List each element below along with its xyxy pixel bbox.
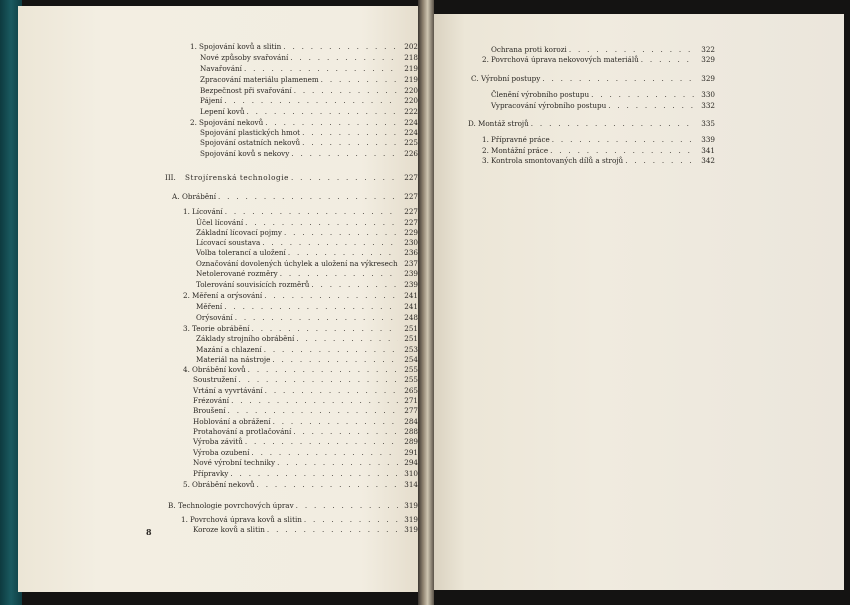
- toc-entry-number: 2.: [190, 118, 197, 127]
- toc-entry: [193, 448, 418, 458]
- toc-entry-page: 241: [404, 291, 418, 300]
- toc-entry-page: 227: [404, 207, 418, 216]
- toc-entry: [193, 437, 418, 447]
- toc-entry-page: 277: [404, 406, 418, 415]
- toc-entry-page: 226: [404, 149, 418, 158]
- toc-entry: [200, 53, 418, 63]
- toc-entry-number: A.: [172, 192, 180, 201]
- toc-leader-dots: [264, 291, 398, 301]
- page-number: 8: [146, 527, 152, 537]
- toc-leader-dots: [302, 128, 398, 138]
- toc-leader-dots: [569, 45, 695, 55]
- toc-entry-title: Materiál na nástroje: [196, 355, 271, 364]
- toc-entry-title: Povrchová úprava nekovových materiálů: [491, 55, 639, 64]
- toc-leader-dots: [246, 107, 398, 117]
- toc-entry-number: 2.: [183, 291, 190, 300]
- toc-entry: [196, 355, 418, 365]
- toc-entry-title: Technologie povrchových úprav: [178, 501, 294, 510]
- toc-entry: [183, 291, 418, 301]
- toc-leader-dots: [248, 365, 398, 375]
- toc-entry: [200, 107, 418, 117]
- toc-entry-page: 251: [404, 334, 418, 343]
- toc-entry: [196, 313, 418, 323]
- toc-entry-page: 237: [404, 259, 418, 268]
- toc-entry-page: 255: [404, 365, 418, 374]
- toc-entry: [193, 375, 418, 385]
- toc-entry-page: 284: [404, 417, 418, 426]
- toc-entry-page: 224: [404, 128, 418, 137]
- toc-entry: [183, 365, 418, 375]
- toc-entry-title: Spojování nekovů: [199, 118, 264, 127]
- toc-leader-dots: [321, 75, 398, 85]
- toc-leader-dots: [218, 192, 398, 202]
- toc-entry: [196, 248, 418, 258]
- toc-leader-dots: [265, 118, 398, 128]
- toc-entry-page: 288: [404, 427, 418, 436]
- toc-entry-title: Koroze kovů a slitin: [193, 525, 265, 534]
- toc-leader-dots: [245, 218, 398, 228]
- toc-entry-title: Nové výrobní techniky: [193, 458, 276, 467]
- toc-entry-page: 224: [404, 118, 418, 127]
- toc-entry-title: Obrábění nekovů: [192, 480, 255, 489]
- toc-leader-dots: [302, 138, 398, 148]
- toc-entry-title: Spojování plastických hmot: [200, 128, 301, 137]
- toc-entry: [196, 218, 418, 228]
- toc-entry: [193, 396, 418, 406]
- toc-leader-dots: [625, 156, 695, 166]
- toc-entry-number: 3.: [482, 156, 489, 165]
- toc-entry-page: 219: [404, 64, 418, 73]
- toc-entry-title: Kontrola smontovaných dílů a strojů: [491, 156, 624, 165]
- toc-entry-page: 227: [404, 173, 418, 182]
- toc-entry-title: Pájení: [200, 96, 223, 105]
- toc-entry-title: Montáž strojů: [478, 119, 529, 128]
- toc-entry-title: Lícovací soustava: [196, 238, 261, 247]
- toc-leader-dots: [262, 238, 398, 248]
- toc-entry-page: 342: [701, 156, 715, 165]
- toc-entry-page: 310: [404, 469, 418, 478]
- toc-entry: [482, 55, 715, 65]
- toc-entry: [196, 269, 418, 279]
- toc-entry: [168, 501, 418, 511]
- toc-entry-title: Základní lícovací pojmy: [196, 228, 282, 237]
- toc-entry-page: 225: [404, 138, 418, 147]
- toc-entry-page: 218: [404, 53, 418, 62]
- toc-entry: [190, 42, 418, 52]
- toc-leader-dots: [257, 480, 398, 490]
- toc-entry-title: Teorie obrábění: [192, 324, 250, 333]
- toc-entry: [193, 458, 418, 468]
- toc-entry: [172, 192, 418, 202]
- toc-entry-title: Protahování a protlačování: [193, 427, 292, 436]
- toc-entry-title: Základy strojního obrábění: [196, 334, 295, 343]
- toc-entry: [491, 101, 715, 111]
- toc-entry-title: Přípravné práce: [491, 135, 550, 144]
- toc-entry-title: Hoblování a obrážení: [193, 417, 271, 426]
- toc-entry-page: 314: [404, 480, 418, 489]
- toc-entry: [471, 74, 715, 84]
- toc-entry-page: 322: [701, 45, 715, 54]
- toc-entry-page: 230: [404, 238, 418, 247]
- toc-entry-title: Přípravky: [193, 469, 229, 478]
- toc-leader-dots: [296, 334, 398, 344]
- toc-entry-title: Navařování: [200, 64, 242, 73]
- toc-entry: [200, 86, 418, 96]
- toc-entry-title: Vrtání a vyvrtávání: [193, 386, 263, 395]
- toc-entry: [200, 149, 418, 159]
- toc-entry-number: C.: [471, 74, 479, 83]
- toc-entry-page: 291: [404, 448, 418, 457]
- toc-entry-number: 2.: [482, 146, 489, 155]
- toc-entry-page: 329: [701, 74, 715, 83]
- toc-entry: [196, 302, 418, 312]
- toc-entry-title: Vypracování výrobního postupu: [491, 101, 607, 110]
- toc-entry: [183, 480, 418, 490]
- toc-leader-dots: [277, 458, 398, 468]
- toc-entry-title: Výrobní postupy: [481, 74, 541, 83]
- toc-entry-number: 1.: [190, 42, 197, 51]
- toc-leader-dots: [531, 119, 695, 129]
- toc-entry-page: 319: [404, 501, 418, 510]
- toc-entry: [196, 280, 418, 290]
- toc-entry: [183, 207, 418, 217]
- toc-entry-number: 4.: [183, 365, 190, 374]
- toc-leader-dots: [542, 74, 695, 84]
- toc-entry-page: 289: [404, 437, 418, 446]
- toc-leader-dots: [265, 386, 398, 396]
- toc-leader-dots: [591, 90, 695, 100]
- toc-entry: [468, 119, 715, 129]
- toc-entry-title: Výroba ozubení: [193, 448, 250, 457]
- toc-leader-dots: [283, 42, 398, 52]
- toc-leader-dots: [230, 469, 398, 479]
- toc-entry: [196, 259, 418, 269]
- toc-leader-dots: [225, 207, 398, 217]
- toc-entry-title: Bezpečnost při svařování: [200, 86, 292, 95]
- toc-entry: [193, 406, 418, 416]
- toc-entry-title: Spojování kovů a slitin: [199, 42, 282, 51]
- toc-entry: [196, 345, 418, 355]
- toc-entry-title: Netolerované rozměry: [196, 269, 278, 278]
- toc-entry-page: 227: [404, 218, 418, 227]
- toc-entry-number: III.: [165, 173, 176, 182]
- toc-leader-dots: [311, 280, 398, 290]
- toc-leader-dots: [264, 345, 398, 355]
- toc-entry-page: 271: [404, 396, 418, 405]
- toc-entry: [200, 64, 418, 74]
- toc-entry-title: Ochrana proti korozi: [491, 45, 567, 54]
- toc-leader-dots: [228, 406, 398, 416]
- toc-entry: [193, 417, 418, 427]
- toc-leader-dots: [267, 525, 398, 535]
- toc-entry: [183, 324, 418, 334]
- toc-entry-page: 251: [404, 324, 418, 333]
- toc-entry-title: Broušení: [193, 406, 226, 415]
- toc-entry-page: 330: [701, 90, 715, 99]
- toc-entry-title: Obrábění kovů: [192, 365, 246, 374]
- toc-leader-dots: [552, 135, 695, 145]
- toc-leader-dots: [550, 146, 695, 156]
- toc-leader-dots: [280, 269, 398, 279]
- toc-entry-page: 265: [404, 386, 418, 395]
- toc-entry-page: 220: [404, 96, 418, 105]
- toc-entry-number: 5.: [183, 480, 190, 489]
- toc-entry-page: 202: [404, 42, 418, 51]
- toc-leader-dots: [291, 173, 398, 183]
- toc-entry: [200, 138, 418, 148]
- toc-leader-dots: [239, 375, 399, 385]
- toc-leader-dots: [294, 86, 398, 96]
- toc-leader-dots: [231, 396, 398, 406]
- toc-entry-page: 319: [404, 515, 418, 524]
- toc-entry-page: 332: [701, 101, 715, 110]
- toc-leader-dots: [245, 437, 398, 447]
- toc-entry-title: Soustružení: [193, 375, 237, 384]
- toc-entry: [181, 515, 418, 525]
- toc-entry-title: Spojování kovů s nekovy: [200, 149, 290, 158]
- toc-entry: [196, 228, 418, 238]
- toc-leader-dots: [284, 228, 398, 238]
- toc-entry-page: 329: [701, 55, 715, 64]
- toc-leader-dots: [608, 101, 695, 111]
- toc-entry-page: 254: [404, 355, 418, 364]
- book-gutter: [418, 0, 434, 605]
- toc-entry-number: 3.: [183, 324, 190, 333]
- toc-entry-title: Obrábění: [182, 192, 216, 201]
- toc-entry-page: 241: [404, 302, 418, 311]
- toc-entry: [165, 173, 418, 183]
- toc-leader-dots: [291, 149, 398, 159]
- toc-entry-title: Označování dovolených úchylek a uložení na výkresech: [196, 259, 398, 268]
- toc-entry: [482, 146, 715, 156]
- toc-entry: [200, 96, 418, 106]
- toc-entry: [491, 45, 715, 55]
- toc-entry-page: 239: [404, 269, 418, 278]
- toc-leader-dots: [244, 64, 398, 74]
- toc-entry: [193, 427, 418, 437]
- toc-entry-number: B.: [168, 501, 176, 510]
- toc-leader-dots: [235, 313, 398, 323]
- toc-entry-title: Frézování: [193, 396, 230, 405]
- toc-entry-title: Lícování: [192, 207, 223, 216]
- toc-entry-title: Výroba závitů: [193, 437, 243, 446]
- toc-leader-dots: [290, 53, 398, 63]
- toc-entry-page: 255: [404, 375, 418, 384]
- toc-leader-dots: [296, 501, 398, 511]
- toc-entry-page: 229: [404, 228, 418, 237]
- toc-leader-dots: [224, 302, 398, 312]
- toc-entry: [200, 128, 418, 138]
- toc-entry: [482, 156, 715, 166]
- toc-entry-title: Orýsování: [196, 313, 233, 322]
- toc-entry-title: Tolerování souvisících rozměrů: [196, 280, 310, 289]
- toc-entry-title: Členění výrobního postupu: [491, 90, 590, 99]
- toc-entry-page: 335: [701, 119, 715, 128]
- toc-entry: [193, 469, 418, 479]
- toc-entry: [482, 135, 715, 145]
- toc-entry-number: 1.: [482, 135, 489, 144]
- toc-entry-page: 319: [404, 525, 418, 534]
- toc-entry-page: 339: [701, 135, 715, 144]
- toc-entry-number: 2.: [482, 55, 489, 64]
- toc-entry-title: Montážní práce: [491, 146, 549, 155]
- toc-leader-dots: [293, 427, 398, 437]
- toc-leader-dots: [288, 248, 398, 258]
- toc-entry-page: 227: [404, 192, 418, 201]
- toc-entry-page: 220: [404, 86, 418, 95]
- toc-entry-title: Spojování ostatních nekovů: [200, 138, 301, 147]
- toc-leader-dots: [304, 515, 398, 525]
- toc-entry-title: Mazání a chlazení: [196, 345, 262, 354]
- toc-entry: [196, 334, 418, 344]
- toc-entry-page: 219: [404, 75, 418, 84]
- toc-leader-dots: [641, 55, 695, 65]
- toc-entry-page: 248: [404, 313, 418, 322]
- toc-entry: [190, 118, 418, 128]
- toc-entry-title: Volba tolerancí a uložení: [196, 248, 286, 257]
- toc-entry-page: 294: [404, 458, 418, 467]
- toc-leader-dots: [224, 96, 398, 106]
- toc-entry-number: D.: [468, 119, 476, 128]
- toc-entry-page: 253: [404, 345, 418, 354]
- toc-entry-title: Nové způsoby svařování: [200, 53, 289, 62]
- toc-entry-title: Lepení kovů: [200, 107, 245, 116]
- toc-entry-title: Povrchová úprava kovů a slitin: [190, 515, 302, 524]
- toc-entry-number: 1.: [181, 515, 188, 524]
- toc-entry-page: 222: [404, 107, 418, 116]
- toc-entry-title: Měření a orýsování: [192, 291, 263, 300]
- toc-entry-page: 236: [404, 248, 418, 257]
- toc-leader-dots: [272, 355, 398, 365]
- toc-entry-title: Měření: [196, 302, 223, 311]
- toc-entry: [200, 75, 418, 85]
- toc-entry-number: 1.: [183, 207, 190, 216]
- toc-entry: [193, 386, 418, 396]
- toc-entry-page: 239: [404, 280, 418, 289]
- toc-leader-dots: [273, 417, 398, 427]
- toc-entry: [196, 238, 418, 248]
- toc-entry: [491, 90, 715, 100]
- toc-entry-title: Strojírenská technologie: [185, 173, 289, 182]
- toc-leader-dots: [251, 448, 398, 458]
- toc-entry: [193, 525, 418, 535]
- toc-entry-page: 341: [701, 146, 715, 155]
- toc-leader-dots: [252, 324, 398, 334]
- toc-entry-title: Zpracování materiálu plamenem: [200, 75, 319, 84]
- toc-entry-title: Účel lícování: [196, 218, 244, 227]
